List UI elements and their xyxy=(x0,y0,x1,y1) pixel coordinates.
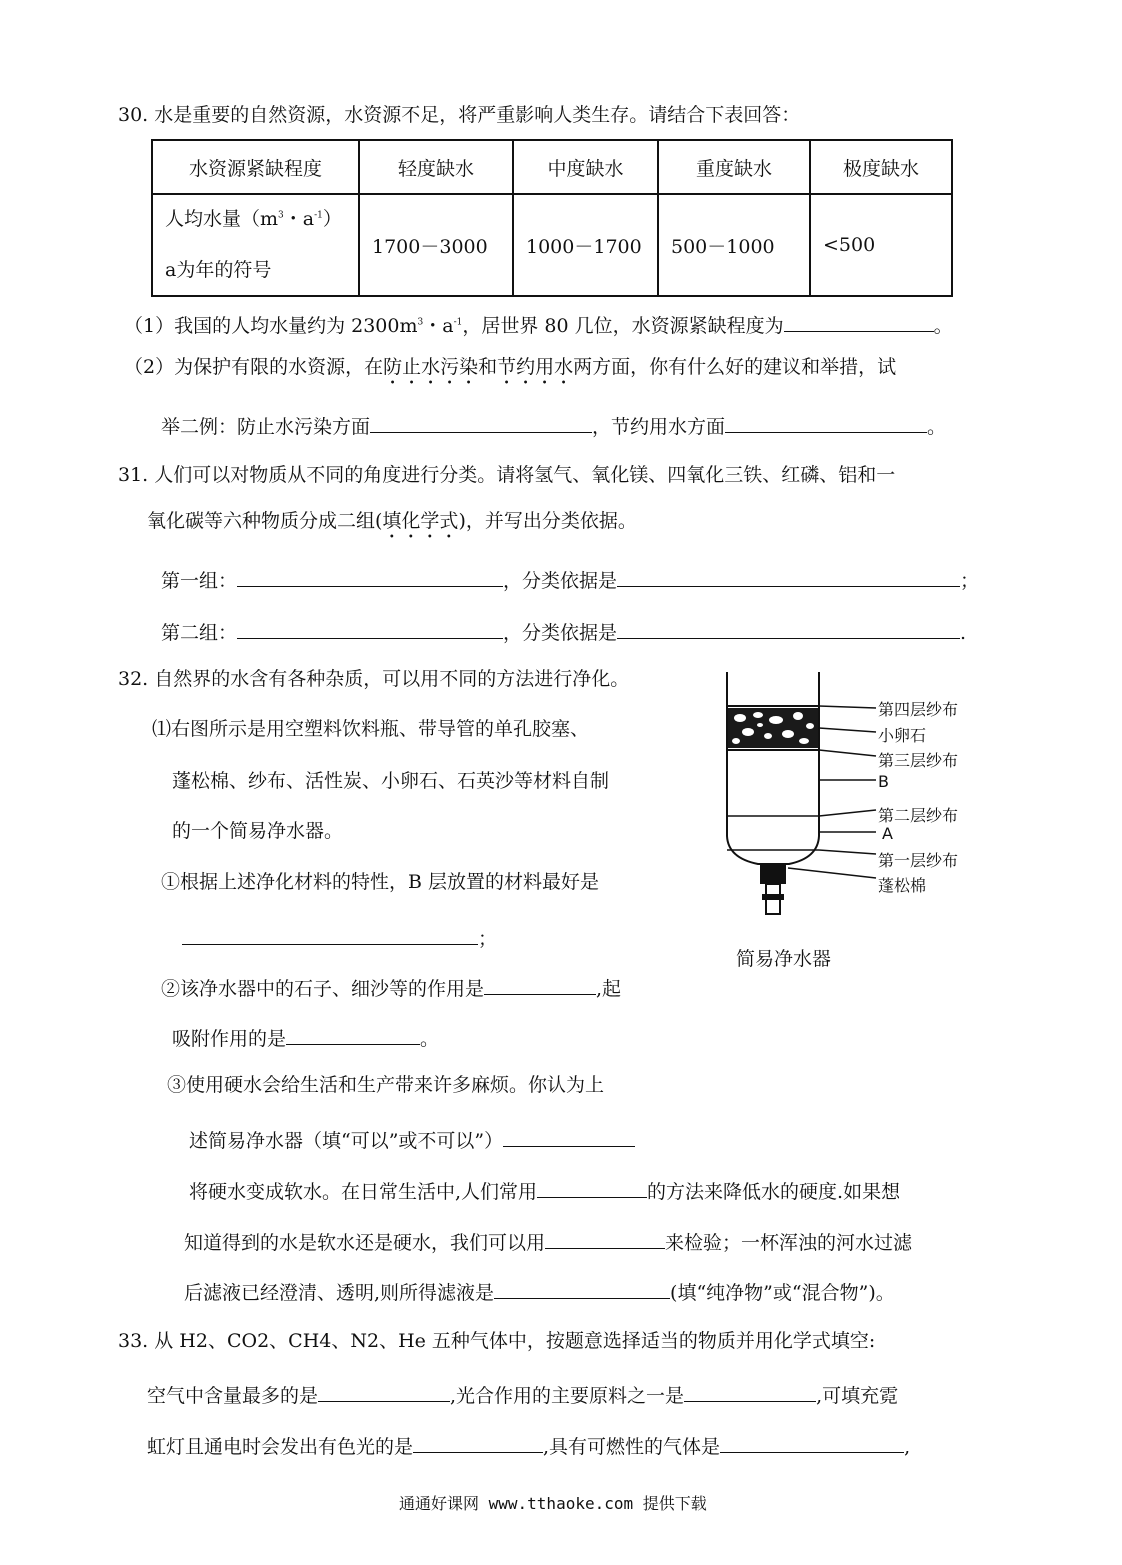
table-header: 轻度缺水 xyxy=(359,140,513,194)
q30-part2: （2）为保护有限的水资源，在防止水污染和节约用水两方面，你有什么好的建议和举措，试 xyxy=(124,356,897,378)
answer-blank[interactable] xyxy=(503,1128,635,1147)
table-cell: 1700－3000 xyxy=(359,194,513,296)
answer-blank[interactable] xyxy=(494,1280,670,1299)
q31-line1: 31. 人们可以对物质从不同的角度进行分类。请将氢气、氧化镁、四氧化三铁、红磷、铝和一 xyxy=(118,464,896,486)
answer-blank[interactable] xyxy=(617,568,960,587)
q32-c2-line2: 吸附作用的是 。 xyxy=(172,1028,440,1050)
q32-c1: ①根据上述净化材料的特性，B 层放置的材料最好是 xyxy=(161,871,600,893)
q33-line1: 空气中含量最多的是 ,光合作用的主要原料之一是 ,可填充霓 xyxy=(147,1385,899,1407)
diagram-label: 第三层纱布 xyxy=(878,751,959,770)
diagram-caption: 简易净水器 xyxy=(736,948,832,970)
q33-line2: 虹灯且通电时会发出有色光的是 ,具有可燃性的气体是 , xyxy=(147,1436,911,1458)
answer-blank[interactable] xyxy=(318,1383,450,1402)
answer-blank[interactable] xyxy=(182,926,478,945)
q30-part2-line2: 举二例：防止水污染方面 ，节约用水方面 。 xyxy=(161,416,947,438)
table-cell: 500－1000 xyxy=(658,194,810,296)
q32-c3-line2: 述简易净水器（填“可以”或不可以”） xyxy=(189,1128,635,1151)
answer-blank[interactable] xyxy=(720,1434,904,1453)
footer-credit: 通通好课网 www.tthaoke.com 提供下载 xyxy=(399,1494,707,1513)
diagram-label: 蓬松棉 xyxy=(878,876,927,895)
diagram-label: 第四层纱布 xyxy=(878,700,959,719)
q32-c3-line3: 将硬水变成软水。在日常生活中,人们常用 的方法来降低水的硬度.如果想 xyxy=(189,1181,901,1203)
q32-s1-line3: 的一个简易净水器。 xyxy=(172,820,344,842)
water-scarcity-table xyxy=(151,139,953,297)
answer-blank[interactable] xyxy=(784,313,934,332)
q32-c1-answer: ； xyxy=(182,926,497,949)
q31-group1: 第一组： ，分类依据是 ； xyxy=(161,570,980,592)
answer-blank[interactable] xyxy=(413,1434,543,1453)
table-cell: <500 xyxy=(810,194,952,296)
answer-blank[interactable] xyxy=(684,1383,816,1402)
table-header: 极度缺水 xyxy=(810,140,952,194)
answer-blank[interactable] xyxy=(545,1230,665,1249)
q33-stem: 33. 从 H2、CO2、CH4、N2、He 五种气体中，按题意选择适当的物质并用化学式填空: xyxy=(118,1330,876,1352)
diagram-label: A xyxy=(882,824,893,843)
answer-blank[interactable] xyxy=(237,620,503,639)
diagram-label: B xyxy=(878,772,889,791)
answer-blank[interactable] xyxy=(370,414,592,433)
q31-line2: 氧化碳等六种物质分成二组(填化学式)，并写出分类依据。 xyxy=(147,510,637,532)
q32-s1-line2: 蓬松棉、纱布、活性炭、小卵石、石英沙等材料自制 xyxy=(172,770,610,792)
water-purifier-diagram xyxy=(718,668,878,930)
diagram-label: 小卵石 xyxy=(878,726,927,745)
answer-blank[interactable] xyxy=(237,568,503,587)
table-header: 中度缺水 xyxy=(513,140,658,194)
q32-stem: 32. 自然界的水含有各种杂质，可以用不同的方法进行净化。 xyxy=(118,668,630,690)
q32-c3-line1: ③使用硬水会给生活和生产带来许多麻烦。你认为上 xyxy=(167,1074,605,1096)
q32-c3-line4: 知道得到的水是软水还是硬水，我们可以用 来检验；一杯浑浊的河水过滤 xyxy=(184,1232,913,1254)
q32-c3-line5: 后滤液已经澄清、透明,则所得滤液是 (填“纯净物”或“混合物”)。 xyxy=(184,1282,895,1304)
q32-c2: ②该净水器中的石子、细沙等的作用是 ,起 xyxy=(161,978,622,1000)
table-row-label: 人均水量（$m^3$・$a^{-1}$） a为年的符号 xyxy=(152,194,359,296)
answer-blank[interactable] xyxy=(286,1026,420,1045)
diagram-label: 第二层纱布 xyxy=(878,806,959,825)
table-cell: 1000－1700 xyxy=(513,194,658,296)
answer-blank[interactable] xyxy=(537,1179,647,1198)
diagram-label: 第一层纱布 xyxy=(878,851,959,870)
answer-blank[interactable] xyxy=(484,976,596,995)
q30-part1: （1）我国的人均水量约为 $2300m^3$・$a^{-1}$，居世界 80 几位，水资源紧缺程度为 。 xyxy=(124,315,953,337)
q32-s1-line1: ⑴右图所示是用空塑料饮料瓶、带导管的单孔胶塞、 xyxy=(152,718,590,740)
answer-blank[interactable] xyxy=(725,414,927,433)
q30-stem: 30. 水是重要的自然资源，水资源不足，将严重影响人类生存。请结合下表回答： xyxy=(118,104,801,126)
table-header: 重度缺水 xyxy=(658,140,810,194)
answer-blank[interactable] xyxy=(617,620,960,639)
table-header: 水资源紧缺程度 xyxy=(152,140,359,194)
q31-group2: 第二组： ，分类依据是 . xyxy=(161,622,967,644)
